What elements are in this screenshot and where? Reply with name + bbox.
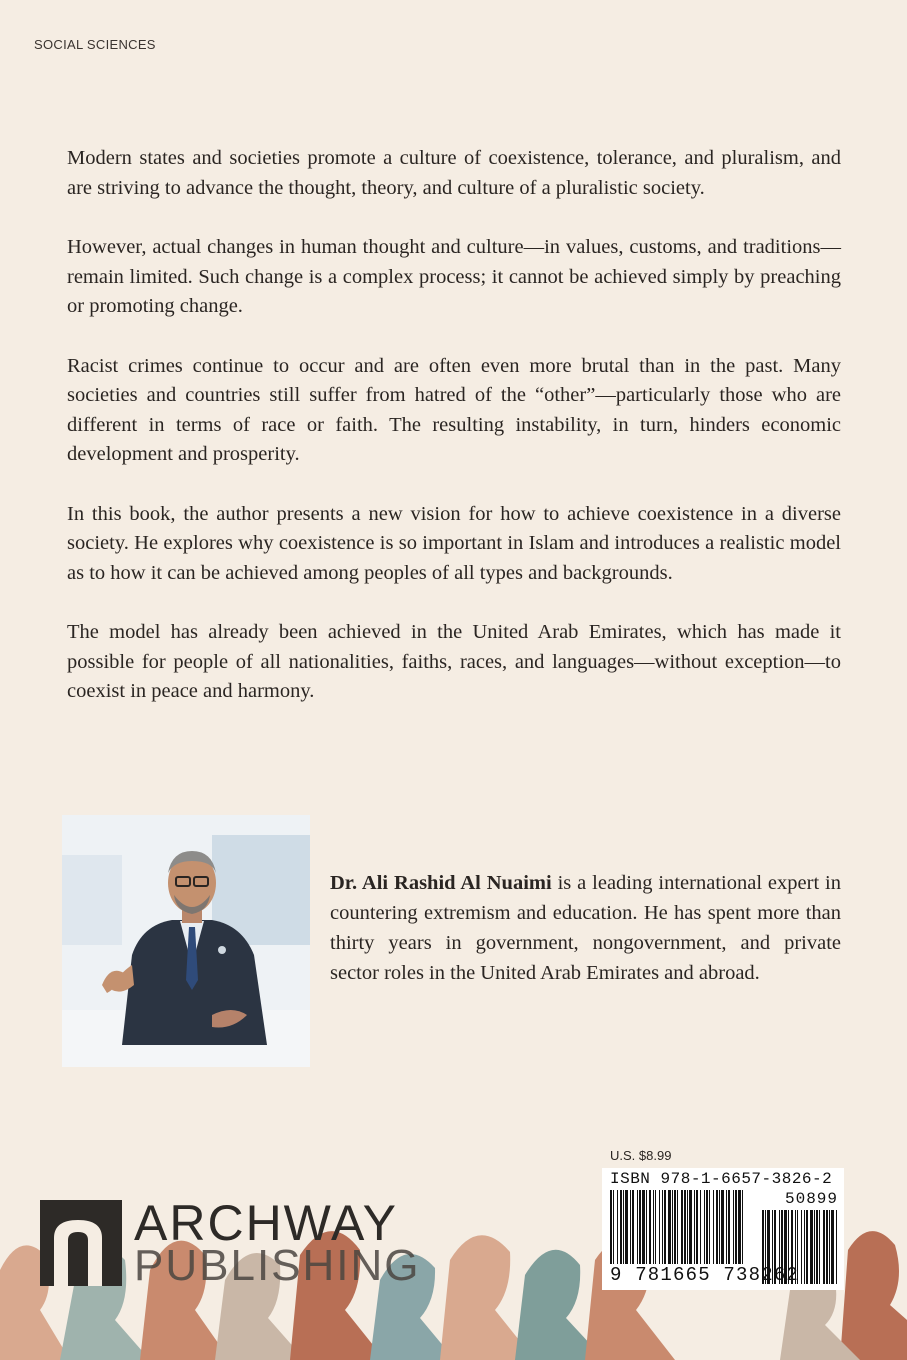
- barcode-bar: [630, 1190, 631, 1264]
- barcode-bar: [620, 1190, 622, 1264]
- barcode-bar: [721, 1190, 724, 1264]
- barcode-bar: [610, 1190, 612, 1264]
- barcode-bar: [706, 1190, 708, 1264]
- addon-bar: [801, 1210, 802, 1284]
- blurb-paragraph: In this book, the author presents a new vision for how to achieve coexistence in a diverse society. He explores why coexistence is so important in Islam and introduces a realistic model as to how it can be achieved among peoples of all types and backgrounds.: [67, 502, 841, 584]
- barcode-bar: [728, 1190, 730, 1264]
- barcode-bar: [672, 1190, 673, 1264]
- barcode-bar: [738, 1190, 741, 1264]
- barcode-bar: [733, 1190, 734, 1264]
- barcode-bar: [689, 1190, 692, 1264]
- barcode-bar: [719, 1190, 720, 1264]
- barcode-bar: [662, 1190, 663, 1264]
- barcode-bar: [674, 1190, 676, 1264]
- addon-bar: [804, 1210, 805, 1284]
- back-cover-blurb: [67, 144, 841, 737]
- addon-bar: [819, 1210, 820, 1284]
- ean-digits: 9 781665 738262: [610, 1264, 800, 1286]
- barcode-bar: [653, 1190, 654, 1264]
- publisher-name-line1: ARCHWAY: [134, 1195, 398, 1251]
- barcode-bar: [700, 1190, 701, 1264]
- barcode-bar: [625, 1190, 628, 1264]
- addon-bar: [829, 1210, 830, 1284]
- isbn-barcode: [602, 1168, 844, 1290]
- barcode-bar: [639, 1190, 641, 1264]
- barcode-bar: [687, 1190, 688, 1264]
- publisher-name-line2: PUBLISHING: [134, 1241, 421, 1290]
- author-bio: [330, 868, 841, 988]
- barcode-addon-text: 50899: [784, 1190, 838, 1208]
- addon-bar: [806, 1210, 808, 1284]
- addon-bar: [823, 1210, 825, 1284]
- blurb-paragraph: Modern states and societies promote a culture of coexistence, tolerance, and pluralism, and are striving to advance the thought, theory, and culture of a pluralistic society.: [67, 147, 841, 199]
- barcode-bar: [726, 1190, 727, 1264]
- barcode-bar: [709, 1190, 710, 1264]
- barcode-bar: [735, 1190, 737, 1264]
- barcode-bar: [646, 1190, 647, 1264]
- barcode-bar: [716, 1190, 718, 1264]
- addon-bar: [836, 1210, 837, 1284]
- price-label: U.S. $8.99: [610, 1148, 672, 1163]
- blurb-paragraph: The model has already been achieved in the United Arab Emirates, which has made it possible for people of all nationalities, faiths, races, and languages—without exception—to coexist in peace and harmony.: [67, 621, 841, 702]
- barcode-bar: [694, 1190, 695, 1264]
- archway-logo-icon: [38, 1198, 128, 1288]
- barcode-bar: [668, 1190, 671, 1264]
- barcode-bar: [623, 1190, 624, 1264]
- addon-bar: [831, 1210, 834, 1284]
- barcode-bar: [664, 1190, 666, 1264]
- author-name: Dr. Ali Rashid Al Nuaimi: [330, 872, 552, 894]
- isbn-text: ISBN 978-1-6657-3826-2: [610, 1170, 833, 1188]
- barcode-bar: [659, 1190, 660, 1264]
- barcode-bar: [696, 1190, 698, 1264]
- addon-bar: [810, 1210, 813, 1284]
- barcode-bar: [704, 1190, 705, 1264]
- addon-bar: [814, 1210, 815, 1284]
- barcode-bar: [677, 1190, 678, 1264]
- barcode-bar: [642, 1190, 645, 1264]
- barcode-bar: [613, 1190, 614, 1264]
- barcode-bar: [637, 1190, 638, 1264]
- category-label: SOCIAL SCIENCES: [34, 37, 156, 52]
- barcode-bar: [617, 1190, 618, 1264]
- barcode-bar: [684, 1190, 686, 1264]
- publisher-logo: [38, 1195, 438, 1298]
- barcode-bar: [655, 1190, 656, 1264]
- blurb-paragraph: Racist crimes continue to occur and are often even more brutal than in the past. Many societies and countries still suffer from hatred of the “other”—particularly those who are different in terms of race or faith. The resulting instability, in turn, hinders economic development and prosperity.: [67, 354, 841, 465]
- blurb-paragraph: However, actual changes in human thought and culture—in values, customs, and traditions—remain limited. Such change is a complex process; it cannot be achieved simply by preaching or promoting change.: [67, 236, 841, 317]
- author-photo: [62, 815, 310, 1067]
- barcode-bar: [713, 1190, 714, 1264]
- barcode-bar: [632, 1190, 634, 1264]
- barcode-bar: [681, 1190, 683, 1264]
- author-bio-text: is a leading international expert in countering extremism and education. He has spent more than thirty years in government, nongovernment, and private sector roles in the United Arab Emirates and abroad.: [330, 872, 841, 984]
- addon-bar: [826, 1210, 828, 1284]
- barcode-bar: [742, 1190, 743, 1264]
- addon-bar: [816, 1210, 818, 1284]
- barcode-bar: [649, 1190, 651, 1264]
